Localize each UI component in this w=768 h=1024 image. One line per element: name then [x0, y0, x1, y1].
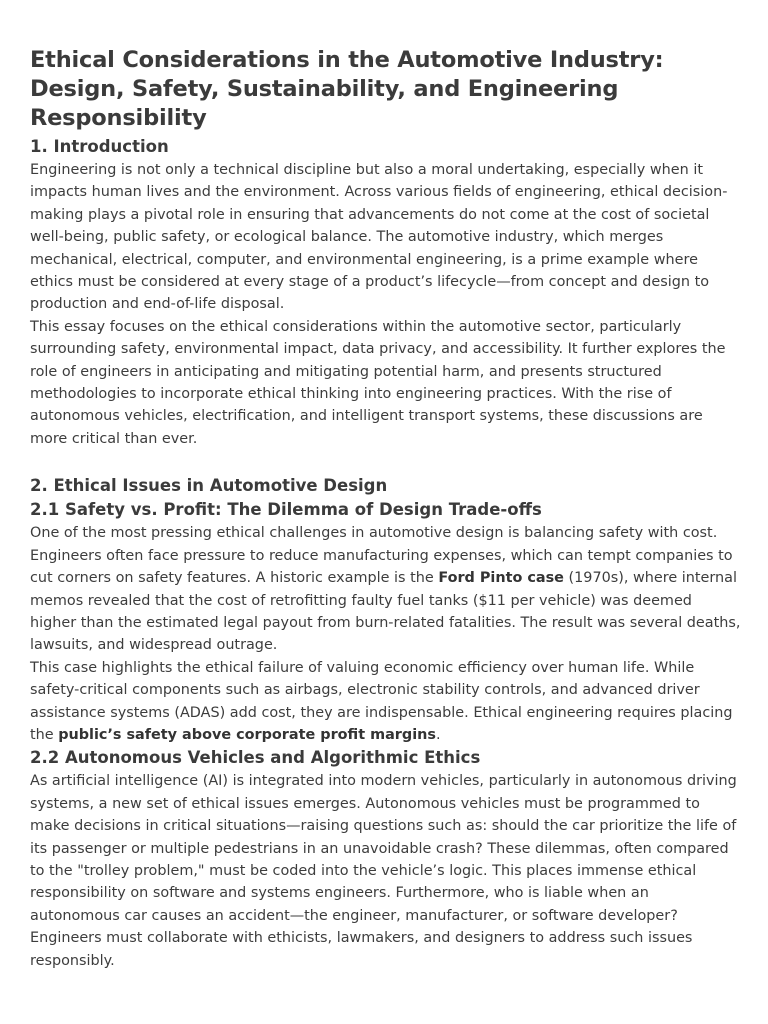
subsection-heading-autonomous-vehicles: 2.2 Autonomous Vehicles and Algorithmic Ethics	[30, 748, 481, 768]
section-spacer	[30, 450, 742, 474]
text-run: .	[435, 726, 441, 743]
intro-paragraph-1: Engineering is not only a technical discipline but also a moral undertaking, especially when it impacts human lives and the environment. Across various fields of engineering, ethical decision-making plays a pivotal role in ensuring that advancements do not come at the cost of societal well-being, public safety, or ecological balance. The automotive industry, which merges mechanical, electrical, computer, and environmental engineering, is a prime example where ethics must be considered at every stage of a product’s lifecycle—from concept and design to production and end-of-life disposal.	[30, 162, 728, 313]
document-page	[30, 46, 742, 972]
ford-pinto-emphasis: Ford Pinto case	[438, 570, 564, 587]
safety-paragraph-1	[30, 522, 742, 656]
public-safety-emphasis: public’s safety above corporate profit margins	[58, 726, 436, 743]
section-heading-ethical-issues: 2. Ethical Issues in Automotive Design	[30, 476, 388, 496]
text-run: This case highlights the ethical failure of valuing economic efficiency over human life. While safety-critical components such as airbags, electronic stability controls, and advanced driver assistance systems (ADAS) add cost, they are indispensable. Ethical engineering requires placing the	[30, 659, 733, 743]
text-run: One of the most pressing ethical challenges in automotive design is balancing safety with cost. Engineers often face pressure to reduce manufacturing expenses, which can tempt companies to cut corners on safety features. A historic example is the	[30, 525, 733, 587]
autonomous-paragraph: As artificial intelligence (AI) is integrated into modern vehicles, particularly in autonomous driving systems, a new set of ethical issues emerges. Autonomous vehicles must be programmed to make decisions in critical situations—raising questions such as: should the car prioritize the life of its passenger or multiple pedestrians in an unavoidable crash? These dilemmas, often compared to the "trolley problem," must be coded into the vehicle’s logic. This places immense ethical responsibility on software and systems engineers. Furthermore, who is liable when an autonomous car causes an accident—the engineer, manufacturer, or software developer? Engineers must collaborate with ethicists, lawmakers, and designers to address such issues responsibly.	[30, 773, 737, 969]
document-title: Ethical Considerations in the Automotive Industry: Design, Safety, Sustainability, and Engineering Responsibility	[30, 47, 664, 131]
section-heading-introduction: 1. Introduction	[30, 137, 169, 156]
intro-paragraph-2: This essay focuses on the ethical considerations within the automotive sector, particularly surrounding safety, environmental impact, data privacy, and accessibility. It further explores the role of engineers in anticipating and mitigating potential harm, and presents structured methodologies to incorporate ethical thinking into engineering practices. With the rise of autonomous vehicles, electrification, and intelligent transport systems, these discussions are more critical than ever.	[30, 318, 726, 447]
subsection-heading-safety-vs-profit: 2.1 Safety vs. Profit: The Dilemma of Design Trade-offs	[30, 500, 542, 520]
text-run: (1970s), where internal memos revealed that the cost of retrofitting faulty fuel tanks ($11 per vehicle) was deemed higher than the estimated legal payout from burn-related fatalities. The result was several deaths, lawsuits, and widespread outrage.	[30, 570, 741, 654]
safety-paragraph-2	[30, 657, 742, 747]
